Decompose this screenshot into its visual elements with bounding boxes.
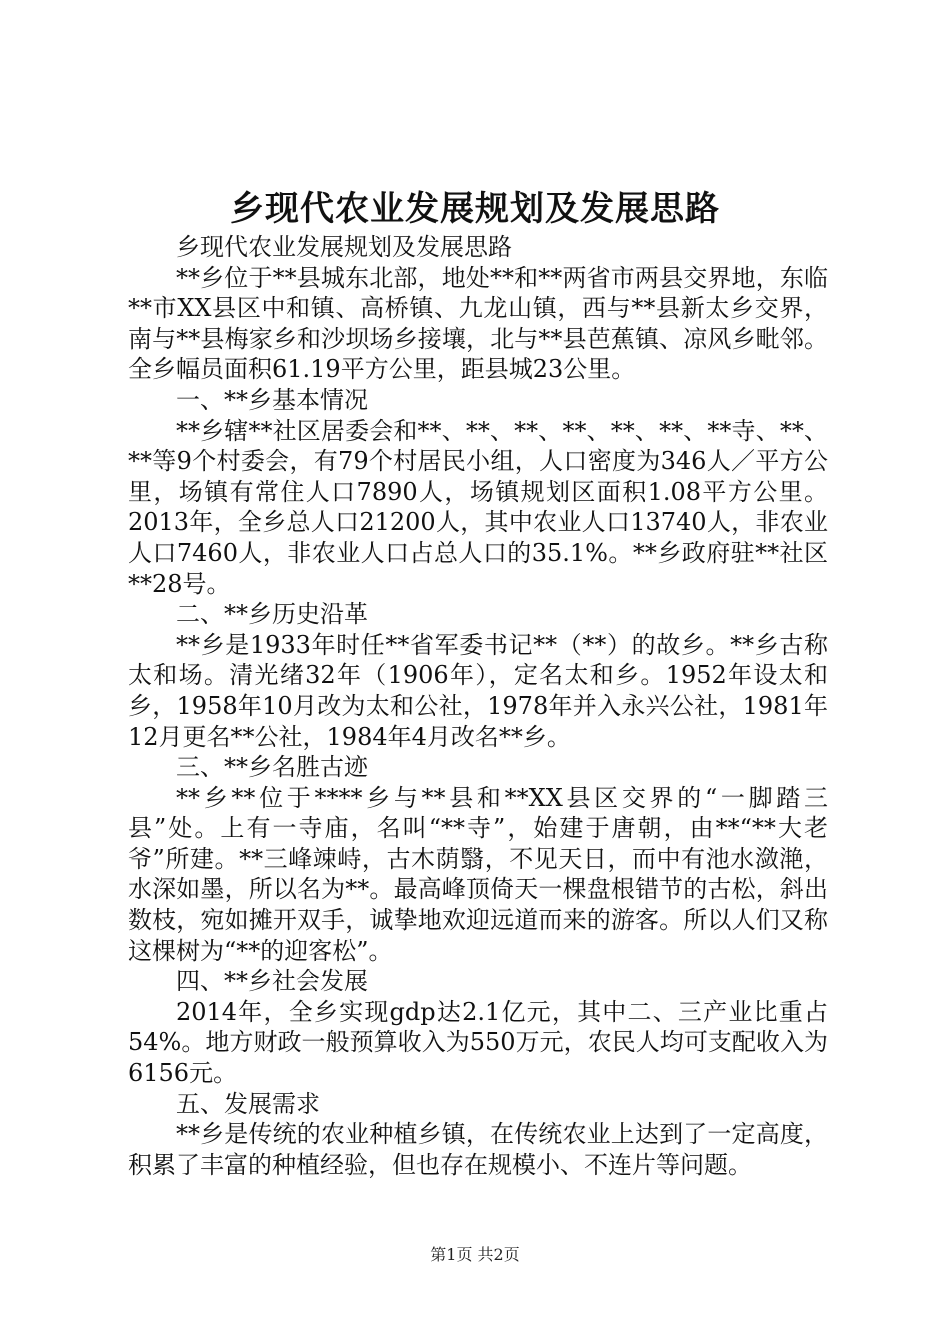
paragraph-scenic: **乡**位于****乡与**县和**XX县区交界的“一脚踏三县”处。上有一寺庙，名叫“**寺”，始建于唐朝，由**“**大老爷”所建。**三峰竦峙，古木荫翳，不见天日，而中有池水潋滟，水深如墨，所以名为**。最高峰顶倚天一棵盘根错节的古松，斜出数枝，宛如摊开双手，诚挚地欢迎远道而来的游客。所以人们又称这棵树为“**的迎客松”。 xyxy=(128,783,828,965)
section-heading-history: 二、**乡历史沿革 xyxy=(176,600,368,629)
paragraph-social: 2014年，全乡实现gdp达2.1亿元，其中二、三产业比重占54%。地方财政一般预算收入为550万元，农民人均可支配收入为6156元。 xyxy=(128,997,828,1088)
document-body xyxy=(128,232,828,1180)
section-heading-basic: 一、**乡基本情况 xyxy=(176,385,368,414)
page-number: 第1页 共2页 xyxy=(430,1245,520,1264)
paragraph-subtitle: 乡现代农业发展规划及发展思路 xyxy=(176,233,512,261)
document-title: 乡现代农业发展规划及发展思路 xyxy=(230,189,720,229)
paragraph-location: **乡位于**县城东北部，地处**和**两省市两县交界地，东临**市XX县区中和镇、高桥镇、九龙山镇，西与**县新太乡交界，南与**县梅家乡和沙坝场乡接壤，北与**县芭蕉镇、凉风乡毗邻。全乡幅员面积61.19平方公里，距县城23公里。 xyxy=(128,263,828,384)
section-heading-social: 四、**乡社会发展 xyxy=(176,967,368,996)
section-heading-needs: 五、发展需求 xyxy=(176,1089,320,1118)
paragraph-history: **乡是1933年时任**省军委书记**（**）的故乡。**乡古称太和场。清光绪32年（1906年），定名太和乡。1952年设太和乡，1958年10月改为太和公社，1978年并入永兴公社，1981年12月更名**公社，1984年4月改名**乡。 xyxy=(128,630,828,751)
section-heading-scenic: 三、**乡名胜古迹 xyxy=(176,753,368,782)
paragraph-basic: **乡辖**社区居委会和**、**、**、**、**、**、**寺、**、**等9个村委会，有79个村居民小组，人口密度为346人／平方公里，场镇有常住人口7890人，场镇规划区面积1.08平方公里。2013年，全乡总人口21200人，其中农业人口13740人，非农业人口7460人，非农业人口占总人口的35.1%。**乡政府驻**社区**28号。 xyxy=(128,416,828,598)
paragraph-needs: **乡是传统的农业种植乡镇，在传统农业上达到了一定高度，积累了丰富的种植经验，但也存在规模小、不连片等问题。 xyxy=(128,1120,828,1179)
